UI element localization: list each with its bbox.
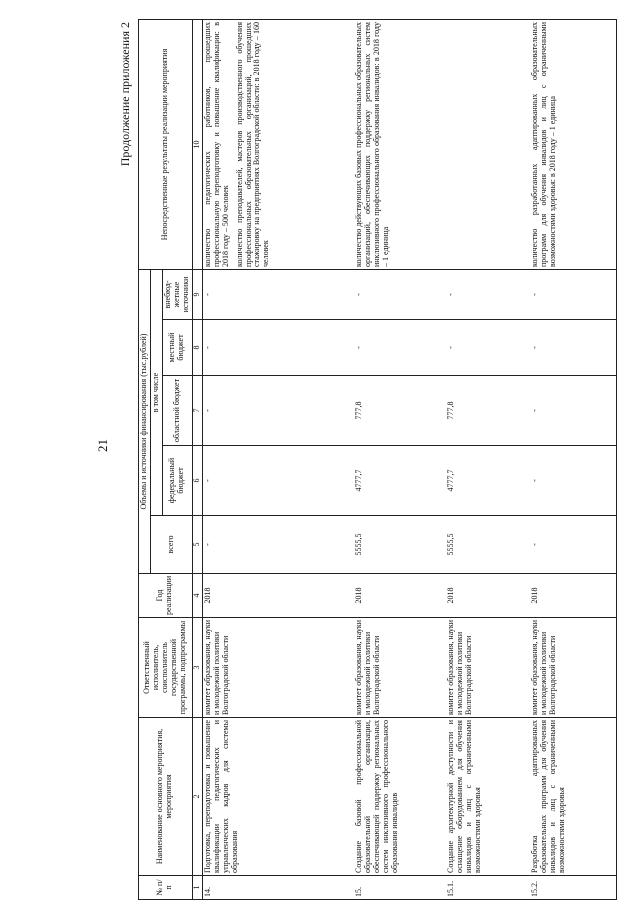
column-number: 7 — [192, 376, 202, 446]
column-number: 9 — [192, 270, 202, 320]
table-row — [530, 20, 616, 900]
row-federal: - — [202, 446, 354, 516]
header-including: в том числе — [150, 270, 162, 516]
header-local: местный бюджет — [162, 320, 192, 376]
row-total: - — [530, 516, 616, 574]
table-row — [354, 20, 446, 900]
row-year: 2018 — [530, 574, 616, 618]
row-extra: - — [202, 270, 354, 320]
column-number: 10 — [192, 20, 202, 270]
column-number: 4 — [192, 574, 202, 618]
header-total: всего — [150, 516, 192, 574]
header-federal: федеральный бюджет — [162, 446, 192, 516]
row-regional: 777,8 — [354, 376, 446, 446]
header-funding: Объемы и источники финансирования (тыс.рублей) — [139, 270, 151, 574]
row-local: - — [354, 320, 446, 376]
row-results — [354, 20, 446, 270]
row-responsible: комитет образования, науки и молодежной политики Волгоградской области — [354, 618, 446, 718]
row-extra: - — [354, 270, 446, 320]
row-year: 2018 — [446, 574, 530, 618]
column-number: 1 — [192, 876, 202, 900]
row-local: - — [446, 320, 530, 376]
column-number: 2 — [192, 718, 202, 876]
row-total: 5555,5 — [354, 516, 446, 574]
row-regional: 777,8 — [446, 376, 530, 446]
column-number: 3 — [192, 618, 202, 718]
row-regional: - — [530, 376, 616, 446]
row-responsible: комитет образования, науки и молодежной политики Волгоградской области — [530, 618, 616, 718]
row-extra: - — [446, 270, 530, 320]
continuation-title: Продолжение приложения 2 — [118, 22, 132, 167]
row-federal: 4777,7 — [354, 446, 446, 516]
result-text: количество педагогических работников, прошедших профессиональную переподготовку и повышение квалификации: в 2018 году – 500 человек — [202, 22, 230, 267]
column-number: 6 — [192, 446, 202, 516]
row-total: - — [202, 516, 354, 574]
result-text: количество действующих базовых профессиональных образовательных организаций, обеспечивающих поддержку региональных систем инклюзивного профессионального образования инвалидов: в 2018 году – 1 единица — [354, 22, 391, 267]
row-name: Создание архитектурной доступности и оснащение оборудованием для обучения инвалидов и лиц с ограниченными возможностями здоровья — [446, 718, 530, 876]
header-year: Год реализации — [139, 574, 193, 618]
row-responsible: комитет образования, науки и молодежной политики Волгоградской области — [202, 618, 354, 718]
column-number: 5 — [192, 516, 202, 574]
row-year: 2018 — [354, 574, 446, 618]
header-regional: областной бюджет — [162, 376, 192, 446]
program-table — [138, 19, 617, 900]
row-extra: - — [530, 270, 616, 320]
header-results: Непосредственные результаты реализации мероприятия — [139, 20, 193, 270]
table-row — [202, 20, 354, 900]
row-federal: - — [530, 446, 616, 516]
row-results — [446, 20, 530, 270]
row-results — [202, 20, 354, 270]
row-responsible: комитет образования, науки и молодежной политики Волгоградской области — [446, 618, 530, 718]
row-name: Создание базовой профессиональной образовательной организации, обеспечивающей поддержку региональных систем инклюзивного профессионального образования инвалидов — [354, 718, 446, 876]
row-regional: - — [202, 376, 354, 446]
rotated-page — [118, 20, 638, 900]
result-text: количество разработанных адаптированных образовательных программ для обучения инвалидов и лиц с ограниченными возможностями здоровья: в 2018 году – 1 единица — [530, 22, 558, 267]
row-local: - — [202, 320, 354, 376]
table-row — [446, 20, 530, 900]
row-total: 5555,5 — [446, 516, 530, 574]
header-extra: внебюд-жетные источники — [162, 270, 192, 320]
row-num: 15.1. — [446, 876, 530, 900]
row-federal: 4777,7 — [446, 446, 530, 516]
row-name: Подготовка, переподготовка и повышение квалификации педагогических и управленческих кадров для системы образования — [202, 718, 354, 876]
row-num: 14. — [202, 876, 354, 900]
header-name: Наименование основного мероприятия, мероприятия — [139, 718, 193, 876]
header-num: № п/п — [139, 876, 193, 900]
row-num: 15.2. — [530, 876, 616, 900]
row-num: 15. — [354, 876, 446, 900]
result-text: количество преподавателей, мастеров производственного обучения профессиональных образовательных организаций, прошедших стажировку на предприятиях Волгоградской области: в 2018 году – 160 человек — [234, 22, 271, 267]
row-local: - — [530, 320, 616, 376]
page-number: 21 — [95, 439, 110, 452]
row-results — [530, 20, 616, 270]
row-year: 2018 — [202, 574, 354, 618]
row-name: Разработка адаптированных образовательных программ для обучения инвалидов и лиц с ограниченными возможностями здоровья — [530, 718, 616, 876]
column-number: 8 — [192, 320, 202, 376]
header-responsible: Ответственный исполнитель, соисполнитель государственной программы, подпрограммы — [139, 618, 193, 718]
column-number-row — [192, 20, 202, 900]
